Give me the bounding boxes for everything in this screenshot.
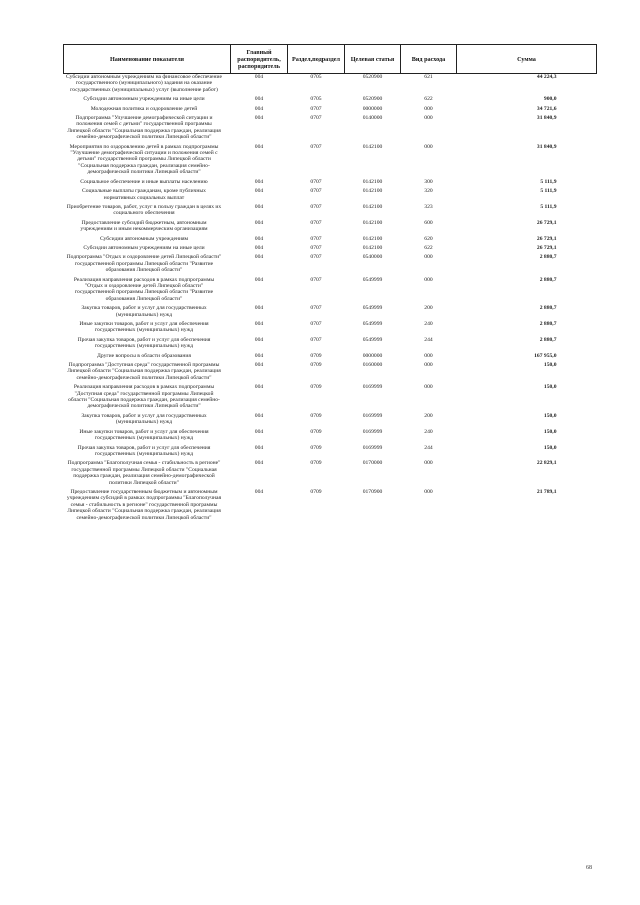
row-gr: 004 <box>254 74 264 80</box>
row-summa: 150,0 <box>543 444 557 451</box>
row-statya: 0170000 <box>362 460 383 467</box>
table-row <box>64 442 597 458</box>
page-number: 68 <box>586 865 592 871</box>
row-gr: 004 <box>254 178 264 185</box>
row-razdel: 0709 <box>310 444 322 451</box>
row-razdel: 0709 <box>310 362 322 369</box>
row-summa: 2 880,7 <box>539 321 557 327</box>
row-razdel: 0707 <box>310 336 322 343</box>
header-statya: Целевая статья <box>345 45 401 74</box>
row-statya: 0169999 <box>362 384 383 391</box>
row-gr: 004 <box>254 105 264 112</box>
row-gr: 004 <box>254 188 264 195</box>
budget-table <box>63 44 597 521</box>
row-statya: 0170900 <box>362 488 383 495</box>
row-razdel: 0705 <box>310 74 322 80</box>
table-row <box>64 141 597 176</box>
row-statya: 0142100 <box>362 203 383 210</box>
table-row <box>64 486 597 521</box>
row-summa: 34 721,6 <box>536 105 557 112</box>
row-razdel: 0707 <box>310 321 322 327</box>
table-row <box>64 103 597 112</box>
row-summa: 150,0 <box>543 412 557 419</box>
row-statya: 0549999 <box>362 305 383 312</box>
row-gr: 004 <box>254 460 264 467</box>
row-vid: 323 <box>424 203 433 210</box>
row-name: Другие вопросы в области образования <box>97 352 191 359</box>
row-name: Молодежная политика и оздоровление детей <box>90 105 198 112</box>
row-name: Социальное обеспечение и иные выплаты населению <box>80 178 208 185</box>
row-gr: 004 <box>254 444 264 451</box>
row-statya: 0169999 <box>362 412 383 419</box>
row-razdel: 0707 <box>310 105 322 112</box>
row-gr: 004 <box>254 219 264 226</box>
row-vid: 300 <box>424 178 433 185</box>
row-vid: 240 <box>424 321 433 327</box>
row-razdel: 0707 <box>310 203 322 210</box>
table-row <box>64 242 597 251</box>
row-statya: 0520900 <box>362 96 383 103</box>
row-gr: 004 <box>254 203 264 210</box>
table-row <box>64 112 597 141</box>
row-summa: 21 789,1 <box>536 488 557 495</box>
table-row <box>64 318 597 334</box>
row-name: Подпрограмма "Доступная среда" государственной программы Липецкой области "Социальная поддержка граждан, реализация семейно-демографической политики Липецкой области" <box>67 362 221 381</box>
row-statya: 0142100 <box>362 244 383 251</box>
row-statya: 0140000 <box>362 115 383 122</box>
row-statya: 0540000 <box>362 254 383 261</box>
row-summa: 22 829,1 <box>536 460 557 467</box>
row-name: Субсидии автономным учреждениям на финансовое обеспечение государственного (муниципального) задания на оказание государственных (муниципальных) услуг (выполнение работ) <box>66 74 222 93</box>
row-vid: 244 <box>424 444 433 451</box>
row-razdel: 0709 <box>310 412 322 419</box>
row-name: Закупка товаров, работ и услуг для государственных (муниципальных) нужд <box>81 412 207 426</box>
header-vid: Вид расхода <box>401 45 457 74</box>
row-statya: 0549999 <box>362 276 383 283</box>
table-row <box>64 381 597 410</box>
row-vid: 000 <box>424 115 433 122</box>
header-gr: Главный распорядитель, распорядитель <box>231 45 288 74</box>
row-statya: 0000000 <box>362 352 383 359</box>
row-summa: 5 111,9 <box>540 178 557 185</box>
row-summa: 26 729,1 <box>536 244 557 251</box>
row-gr: 004 <box>254 276 264 283</box>
row-razdel: 0707 <box>310 235 322 242</box>
row-summa: 150,0 <box>543 384 557 391</box>
row-name: Закупка товаров, работ и услуг для государственных (муниципальных) нужд <box>81 305 207 318</box>
table-row <box>64 217 597 233</box>
row-summa: 150,0 <box>543 428 557 435</box>
row-name: Предоставление субсидий бюджетным, автономным учреждениям и иным некоммерческим организациям <box>80 219 208 233</box>
row-name: Реализация направления расходов в рамках подпрограммы "Отдых и оздоровление детей Липецкой области" государственной программы Липецкой области "Развитие образования Липецкой области" <box>73 276 215 302</box>
row-name: Подпрограмма "Отдых и оздоровление детей Липецкой области" государственной программы Липецкой области "Развитие образования Липецкой области" <box>66 254 222 274</box>
row-razdel: 0707 <box>310 188 322 195</box>
row-razdel: 0705 <box>310 96 322 103</box>
row-gr: 004 <box>254 235 264 242</box>
row-statya: 0142100 <box>362 178 383 185</box>
row-vid: 000 <box>424 276 433 283</box>
row-razdel: 0707 <box>310 254 322 261</box>
header-name: Наименование показателя <box>64 45 231 74</box>
row-statya: 0142100 <box>362 143 383 150</box>
row-gr: 004 <box>254 143 264 150</box>
row-name: Предоставление государственным бюджетным и автономным учреждениям субсидий в рамках подпрограммы "Благополучная семья - стабильность в регионе" государственной программы Липецкой области "Социальная поддержка граждан, реализация семейно-демографической политики Липецкой области" <box>66 488 222 521</box>
row-statya: 0142100 <box>362 219 383 226</box>
row-name: Подпрограмма "Улучшение демографической ситуации и положения семей с детьми" государственной программы Липецкой области "Социальная поддержка граждан, реализация семейно-демографической политики Липецкой области" <box>67 115 221 141</box>
row-statya: 0169999 <box>362 444 383 451</box>
row-razdel: 0709 <box>310 428 322 435</box>
table-header <box>64 45 597 74</box>
table-row <box>64 233 597 242</box>
row-statya: 0549999 <box>362 336 383 343</box>
row-vid: 200 <box>424 305 433 312</box>
table-row <box>64 251 597 273</box>
row-statya: 0142100 <box>362 235 383 242</box>
row-name: Подпрограмма "Благополучная семья - стабильность в регионе" государственной программы Липецкой области "Социальная поддержка граждан, реализация семейно-демографической политики Липецкой области" <box>67 460 221 486</box>
table-row <box>64 93 597 102</box>
row-vid: 000 <box>424 105 433 112</box>
row-vid: 621 <box>424 74 433 80</box>
row-summa: 167 955,0 <box>534 352 557 359</box>
row-vid: 000 <box>424 488 433 495</box>
row-vid: 622 <box>424 244 433 251</box>
row-summa: 2 880,7 <box>539 276 557 283</box>
row-razdel: 0707 <box>310 143 322 150</box>
row-name: Приобретение товаров, работ, услуг в пользу граждан в целях их социального обеспечения <box>66 203 222 217</box>
row-summa: 44 224,3 <box>536 74 557 80</box>
table-row <box>64 350 597 359</box>
row-vid: 200 <box>424 412 433 419</box>
row-statya: 0160000 <box>362 362 383 369</box>
row-name: Прочая закупка товаров, работ и услуг для обеспечения государственных (муниципальных) нужд <box>77 336 211 350</box>
row-summa: 5 111,9 <box>540 203 557 210</box>
row-gr: 004 <box>254 321 264 327</box>
row-summa: 2 880,7 <box>539 336 557 343</box>
header-summa: Сумма <box>457 45 597 74</box>
table-row <box>64 201 597 217</box>
row-razdel: 0707 <box>310 178 322 185</box>
row-razdel: 0709 <box>310 384 322 391</box>
row-gr: 004 <box>254 115 264 122</box>
row-name: Иные закупки товаров, работ и услуг для обеспечения государственных (муниципальных) нужд <box>79 321 209 334</box>
row-name: Мероприятия по оздоровлению детей в рамках подпрограммы "Улучшение демографической ситуации и положения семей с детьми" государственной программы Липецкой области "Социальная поддержка граждан, реализация семейно-демографической политики Липецкой области" <box>69 143 219 176</box>
row-name: Иные закупки товаров, работ и услуг для обеспечения государственных (муниципальных) нужд <box>79 428 209 442</box>
row-razdel: 0709 <box>310 352 322 359</box>
table-row <box>64 457 597 486</box>
row-gr: 004 <box>254 254 264 261</box>
row-razdel: 0709 <box>310 460 322 467</box>
row-razdel: 0707 <box>310 305 322 312</box>
table-row <box>64 185 597 201</box>
row-vid: 000 <box>424 362 433 369</box>
row-name: Субсидии автономным учреждениям <box>99 235 189 242</box>
row-name: Прочая закупка товаров, работ и услуг для обеспечения государственных (муниципальных) нужд <box>77 444 211 457</box>
row-gr: 004 <box>254 352 264 359</box>
row-statya: 0000000 <box>362 105 383 112</box>
table-body <box>64 74 597 521</box>
row-name: Социальные выплаты гражданам, кроме публичных нормативных социальных выплат <box>82 188 206 201</box>
row-summa: 26 729,1 <box>536 219 557 226</box>
table-row <box>64 426 597 442</box>
row-vid: 622 <box>424 96 433 103</box>
row-gr: 004 <box>254 384 264 391</box>
row-gr: 004 <box>254 362 264 369</box>
row-gr: 004 <box>254 96 264 103</box>
table-row <box>64 334 597 350</box>
row-vid: 000 <box>424 384 433 391</box>
row-summa: 5 111,9 <box>540 188 557 195</box>
row-summa: 31 840,9 <box>536 143 557 150</box>
row-gr: 004 <box>254 488 264 495</box>
row-razdel: 0707 <box>310 219 322 226</box>
row-razdel: 0709 <box>310 488 322 495</box>
table-row <box>64 359 597 381</box>
row-gr: 004 <box>254 412 264 419</box>
row-summa: 900,0 <box>543 96 557 103</box>
row-vid: 600 <box>424 219 433 226</box>
table-row <box>64 274 597 303</box>
table-row <box>64 410 597 426</box>
row-gr: 004 <box>254 244 264 251</box>
row-name: Реализация направления расходов в рамках подпрограммы "Доступная среда" государственной программы Липецкой области "Социальная поддержка граждан, реализация семейно-демографической политики Липецкой области" <box>68 384 220 410</box>
row-vid: 000 <box>424 352 433 359</box>
row-vid: 000 <box>424 460 433 467</box>
row-name: Субсидии автономным учреждениям на иные цели <box>83 244 205 251</box>
row-vid: 240 <box>424 428 433 435</box>
row-summa: 31 840,9 <box>536 115 557 122</box>
row-vid: 620 <box>424 235 433 242</box>
row-summa: 150,0 <box>543 362 557 369</box>
row-gr: 004 <box>254 336 264 343</box>
table-row <box>64 74 597 94</box>
row-name: Субсидии автономным учреждениям на иные цели <box>83 96 205 103</box>
header-razdel: Раздел,подраздел <box>288 45 345 74</box>
row-statya: 0520900 <box>362 74 383 80</box>
row-vid: 000 <box>424 143 433 150</box>
row-statya: 0169999 <box>362 428 383 435</box>
row-razdel: 0707 <box>310 244 322 251</box>
row-vid: 244 <box>424 336 433 343</box>
row-summa: 2 880,7 <box>539 254 557 261</box>
row-razdel: 0707 <box>310 276 322 283</box>
row-vid: 000 <box>424 254 433 261</box>
table-row <box>64 302 597 318</box>
row-razdel: 0707 <box>310 115 322 122</box>
row-statya: 0549999 <box>362 321 383 327</box>
row-statya: 0142100 <box>362 188 383 195</box>
row-gr: 004 <box>254 305 264 312</box>
row-vid: 320 <box>424 188 433 195</box>
row-gr: 004 <box>254 428 264 435</box>
row-summa: 26 729,1 <box>536 235 557 242</box>
table-row <box>64 176 597 185</box>
row-summa: 2 880,7 <box>539 305 557 312</box>
